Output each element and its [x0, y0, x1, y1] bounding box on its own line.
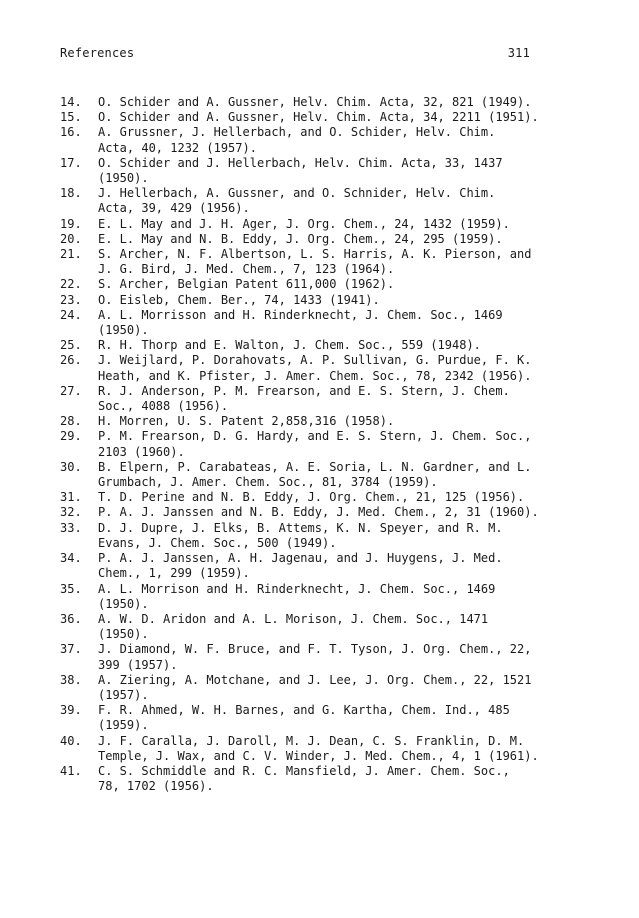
reference-line: F. R. Ahmed, W. H. Barnes, and G. Kartha, Chem. Ind., 485 — [98, 703, 510, 718]
reference-item — [60, 95, 580, 110]
reference-text — [98, 612, 580, 642]
reference-line: O. Schider and A. Gussner, Helv. Chim. Acta, 34, 2211 (1951). — [98, 110, 539, 125]
reference-line: Chem., 1, 299 (1959). — [98, 566, 250, 581]
reference-line: E. L. May and N. B. Eddy, J. Org. Chem., 24, 295 (1959). — [98, 231, 503, 246]
reference-item — [60, 551, 580, 581]
reference-number: 39. — [60, 703, 82, 718]
reference-text — [98, 247, 580, 277]
reference-number: 29. — [60, 429, 82, 444]
reference-number: 21. — [60, 247, 82, 262]
reference-number: 41. — [60, 763, 82, 778]
reference-number: 32. — [60, 505, 82, 520]
reference-item — [60, 429, 580, 459]
reference-number: 37. — [60, 642, 82, 657]
reference-item — [60, 703, 580, 733]
reference-line: P. A. J. Janssen and N. B. Eddy, J. Med. Chem., 2, 31 (1960). — [98, 505, 539, 520]
reference-line: 2103 (1960). — [98, 444, 185, 459]
reference-item — [60, 308, 580, 338]
reference-text — [98, 429, 580, 459]
reference-number: 17. — [60, 155, 82, 170]
reference-item — [60, 521, 580, 551]
reference-line: R. H. Thorp and E. Walton, J. Chem. Soc., 559 (1948). — [98, 338, 481, 353]
reference-line: J. G. Bird, J. Med. Chem., 7, 123 (1964). — [98, 262, 395, 277]
reference-number: 18. — [60, 186, 82, 201]
reference-line: S. Archer, Belgian Patent 611,000 (1962). — [98, 277, 395, 292]
reference-item — [60, 156, 580, 186]
reference-item — [60, 582, 580, 612]
reference-text — [98, 521, 580, 551]
reference-line: Acta, 39, 429 (1956). — [98, 201, 250, 216]
reference-line: Evans, J. Chem. Soc., 500 (1949). — [98, 535, 337, 550]
reference-item — [60, 186, 580, 216]
reference-line: Grumbach, J. Amer. Chem. Soc., 81, 3784 (1959). — [98, 475, 438, 490]
reference-line: Temple, J. Wax, and C. V. Winder, J. Med. Chem., 4, 1 (1961). — [98, 748, 539, 763]
reference-line: D. J. Dupre, J. Elks, B. Attems, K. N. Speyer, and R. M. — [98, 520, 503, 535]
reference-text — [98, 673, 580, 703]
reference-line: J. F. Caralla, J. Daroll, M. J. Dean, C. S. Franklin, D. M. — [98, 733, 525, 748]
reference-text — [98, 217, 580, 232]
reference-number: 24. — [60, 307, 82, 322]
reference-line: J. Diamond, W. F. Bruce, and F. T. Tyson, J. Org. Chem., 22, — [98, 642, 532, 657]
reference-text — [98, 308, 580, 338]
reference-text — [98, 95, 580, 110]
reference-item — [60, 734, 580, 764]
reference-line: P. A. J. Janssen, A. H. Jagenau, and J. Huygens, J. Med. — [98, 551, 503, 566]
reference-item — [60, 217, 580, 232]
reference-line: O. Eisleb, Chem. Ber., 74, 1433 (1941). — [98, 292, 380, 307]
reference-item — [60, 460, 580, 490]
reference-line: A. L. Morrison and H. Rinderknecht, J. Chem. Soc., 1469 — [98, 581, 496, 596]
reference-text — [98, 353, 580, 383]
reference-line: O. Schider and A. Gussner, Helv. Chim. Acta, 32, 821 (1949). — [98, 95, 532, 109]
reference-text — [98, 582, 580, 612]
reference-line: Soc., 4088 (1956). — [98, 399, 229, 414]
reference-line: (1957). — [98, 687, 149, 702]
reference-text — [98, 293, 580, 308]
reference-line: J. Hellerbach, A. Gussner, and O. Schnider, Helv. Chim. — [98, 186, 496, 201]
reference-text — [98, 703, 580, 733]
reference-line: E. L. May and J. H. Ager, J. Org. Chem., 24, 1432 (1959). — [98, 216, 510, 231]
running-header — [60, 46, 530, 64]
reference-text — [98, 460, 580, 490]
reference-line: 78, 1702 (1956). — [98, 779, 214, 794]
reference-item — [60, 414, 580, 429]
reference-item — [60, 353, 580, 383]
reference-line: O. Schider and J. Hellerbach, Helv. Chim. Acta, 33, 1437 — [98, 155, 503, 170]
reference-line: 399 (1957). — [98, 657, 178, 672]
reference-number: 15. — [60, 110, 82, 125]
reference-line: H. Morren, U. S. Patent 2,858,316 (1958). — [98, 414, 395, 429]
reference-text — [98, 384, 580, 414]
reference-number: 26. — [60, 353, 82, 368]
page-number: 311 — [507, 46, 530, 60]
reference-line: S. Archer, N. F. Albertson, L. S. Harris, A. K. Pierson, and — [98, 247, 532, 262]
reference-text — [98, 505, 580, 520]
reference-text — [98, 551, 580, 581]
reference-text — [98, 277, 580, 292]
reference-line: Acta, 40, 1232 (1957). — [98, 140, 257, 155]
reference-line: (1950). — [98, 323, 149, 338]
reference-number: 22. — [60, 277, 82, 292]
reference-item — [60, 232, 580, 247]
reference-number: 16. — [60, 125, 82, 140]
reference-list — [60, 95, 580, 794]
reference-line: R. J. Anderson, P. M. Frearson, and E. S. Stern, J. Chem. — [98, 383, 510, 398]
reference-line: C. S. Schmiddle and R. C. Mansfield, J. Amer. Chem. Soc., — [98, 763, 510, 778]
reference-text — [98, 642, 580, 672]
reference-text — [98, 734, 580, 764]
reference-line: T. D. Perine and N. B. Eddy, J. Org. Chem., 21, 125 (1956). — [98, 490, 525, 505]
reference-number: 28. — [60, 414, 82, 429]
reference-line: (1950). — [98, 596, 149, 611]
reference-number: 36. — [60, 611, 82, 626]
reference-item — [60, 505, 580, 520]
reference-number: 38. — [60, 672, 82, 687]
reference-text — [98, 186, 580, 216]
reference-number: 40. — [60, 733, 82, 748]
reference-number: 31. — [60, 490, 82, 505]
reference-number: 14. — [60, 95, 82, 109]
reference-number: 23. — [60, 292, 82, 307]
reference-number: 20. — [60, 231, 82, 246]
reference-text — [98, 156, 580, 186]
reference-line: (1950). — [98, 171, 149, 186]
reference-item — [60, 277, 580, 292]
reference-item — [60, 673, 580, 703]
reference-number: 33. — [60, 520, 82, 535]
reference-item — [60, 293, 580, 308]
reference-line: B. Elpern, P. Carabateas, A. E. Soria, L. N. Gardner, and L. — [98, 459, 532, 474]
reference-line: (1950). — [98, 627, 149, 642]
reference-line: J. Weijlard, P. Dorahovats, A. P. Sullivan, G. Purdue, F. K. — [98, 353, 532, 368]
reference-line: A. Grussner, J. Hellerbach, and O. Schider, Helv. Chim. — [98, 125, 496, 140]
reference-number: 25. — [60, 338, 82, 353]
reference-item — [60, 490, 580, 505]
reference-text — [98, 414, 580, 429]
reference-number: 35. — [60, 581, 82, 596]
reference-line: Heath, and K. Pfister, J. Amer. Chem. Soc., 78, 2342 (1956). — [98, 368, 532, 383]
reference-item — [60, 247, 580, 277]
section-title: References — [60, 46, 135, 60]
reference-text — [98, 338, 580, 353]
reference-item — [60, 384, 580, 414]
reference-number: 30. — [60, 459, 82, 474]
reference-line: (1959). — [98, 718, 149, 733]
reference-item — [60, 764, 580, 794]
reference-number: 27. — [60, 383, 82, 398]
reference-text — [98, 490, 580, 505]
reference-number: 19. — [60, 216, 82, 231]
reference-text — [98, 764, 580, 794]
reference-text — [98, 232, 580, 247]
reference-text — [98, 110, 580, 125]
reference-line: P. M. Frearson, D. G. Hardy, and E. S. Stern, J. Chem. Soc., — [98, 429, 532, 444]
reference-line: A. L. Morrisson and H. Rinderknecht, J. Chem. Soc., 1469 — [98, 307, 503, 322]
reference-line: A. W. D. Aridon and A. L. Morison, J. Chem. Soc., 1471 — [98, 611, 489, 626]
reference-item — [60, 612, 580, 642]
reference-text — [98, 125, 580, 155]
reference-number: 34. — [60, 551, 82, 566]
reference-item — [60, 125, 580, 155]
reference-item — [60, 642, 580, 672]
reference-item — [60, 110, 580, 125]
reference-line: A. Ziering, A. Motchane, and J. Lee, J. Org. Chem., 22, 1521 — [98, 672, 532, 687]
reference-item — [60, 338, 580, 353]
